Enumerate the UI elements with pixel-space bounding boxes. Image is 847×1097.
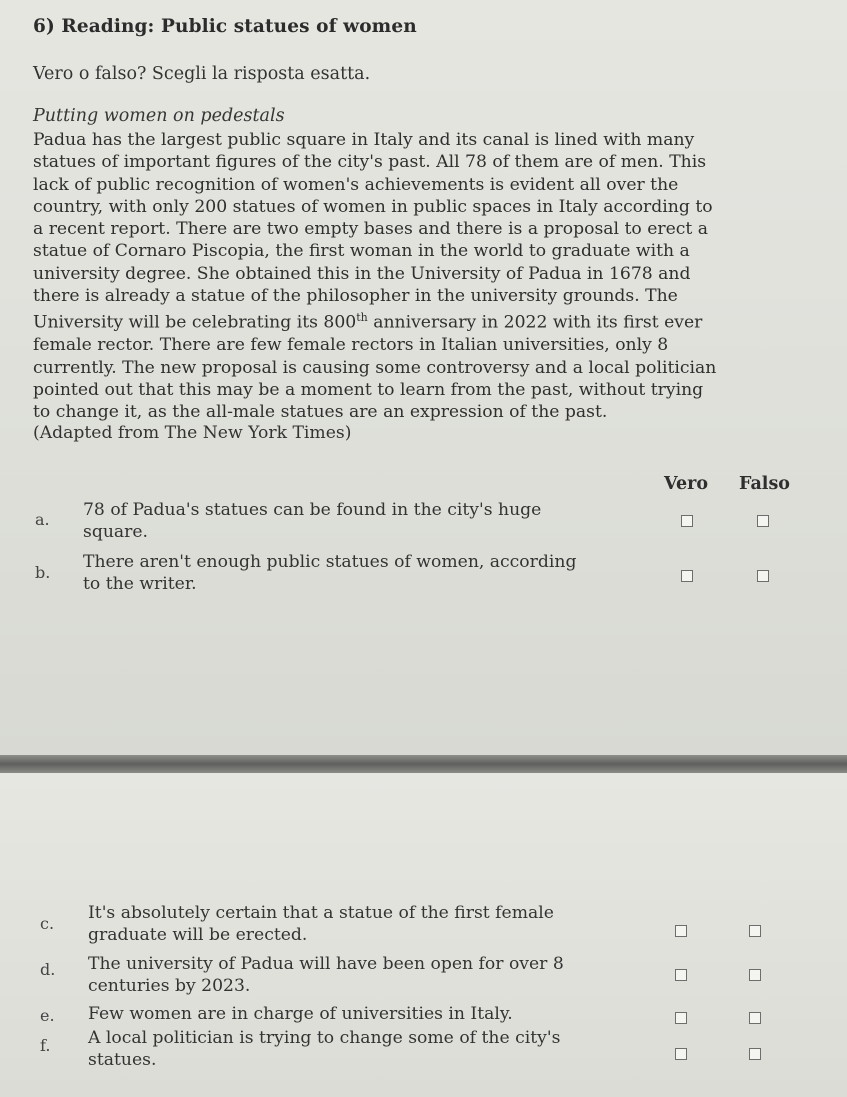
article-line: statues of important figures of the city's past. All 78 of them are of men. This: [33, 152, 707, 173]
checkbox-falso-b[interactable]: [757, 570, 769, 582]
question-letter: b.: [35, 563, 51, 582]
question-line: A local politician is trying to change some of the city's: [88, 1028, 561, 1048]
question-line: It's absolutely certain that a statue of the first female: [88, 903, 554, 923]
question-line: Few women are in charge of universities in Italy.: [88, 1004, 513, 1024]
article-line: Padua has the largest public square in Italy and its canal is lined with many: [33, 130, 695, 150]
question-line: statues.: [88, 1050, 157, 1070]
article-source: (Adapted from The New York Times): [33, 423, 352, 443]
exercise-heading: 6) Reading: Public statues of women: [33, 16, 417, 37]
checkbox-vero-b[interactable]: [681, 570, 693, 582]
article-line: to change it, as the all-male statues are an expression of the past.: [33, 402, 608, 423]
article-line: lack of public recognition of women's achievements is evident all over the: [33, 174, 679, 195]
question-text: [88, 953, 564, 997]
question-line: graduate will be erected.: [88, 925, 308, 945]
article-line: country, with only 200 statues of women in public spaces in Italy according to: [33, 196, 713, 217]
article-line: there is already a statue of the philosopher in the university grounds. The: [33, 286, 678, 307]
question-text: [88, 1027, 560, 1071]
question-line: The university of Padua will have been open for over 8: [88, 954, 564, 974]
question-text: [88, 1003, 513, 1025]
article-line: female rector. There are few female rectors in Italian universities, only 8: [33, 335, 669, 356]
question-line: 78 of Padua's statues can be found in the city's huge: [83, 500, 542, 520]
question-line: There aren't enough public statues of women, according: [83, 552, 577, 572]
ordinal-suffix: th: [356, 311, 368, 325]
question-line: to the writer.: [83, 574, 197, 594]
checkbox-falso-d[interactable]: [749, 969, 761, 981]
question-letter: f.: [40, 1036, 51, 1055]
article-line: pointed out that this may be a moment to learn from the past, without trying: [33, 380, 704, 400]
article-line: University will be celebrating its 800th anniversary in 2022 with its first ever: [33, 311, 703, 334]
article-line: a recent report. There are two empty bases and there is a proposal to erect a: [33, 219, 709, 240]
article-line: university degree. She obtained this in the University of Padua in 1678 and: [33, 263, 691, 284]
checkbox-vero-c[interactable]: [675, 925, 687, 937]
checkbox-falso-a[interactable]: [757, 515, 769, 527]
question-letter: c.: [40, 914, 55, 933]
question-letter: e.: [40, 1006, 55, 1025]
checkbox-vero-f[interactable]: [675, 1048, 687, 1060]
question-letter: d.: [40, 960, 56, 979]
article-line: statue of Cornaro Piscopia, the first woman in the world to graduate with a: [33, 241, 690, 262]
column-header-vero: Vero: [664, 474, 708, 494]
exercise-instruction: Vero o falso? Scegli la risposta esatta.: [33, 64, 371, 84]
checkbox-falso-c[interactable]: [749, 925, 761, 937]
article-title: Putting women on pedestals: [33, 106, 285, 126]
checkbox-vero-a[interactable]: [681, 515, 693, 527]
question-text: [83, 499, 541, 543]
checkbox-vero-d[interactable]: [675, 969, 687, 981]
question-text: [83, 551, 576, 595]
checkbox-vero-e[interactable]: [675, 1012, 687, 1024]
question-line: centuries by 2023.: [88, 976, 251, 996]
checkbox-falso-e[interactable]: [749, 1012, 761, 1024]
article-body: [33, 129, 808, 424]
column-header-falso: Falso: [739, 474, 790, 494]
question-line: square.: [83, 522, 148, 542]
article-line: currently. The new proposal is causing some controversy and a local politician: [33, 357, 717, 378]
question-letter: a.: [35, 510, 50, 529]
question-text: [88, 902, 554, 946]
checkbox-falso-f[interactable]: [749, 1048, 761, 1060]
page-fold-divider: [0, 755, 847, 773]
